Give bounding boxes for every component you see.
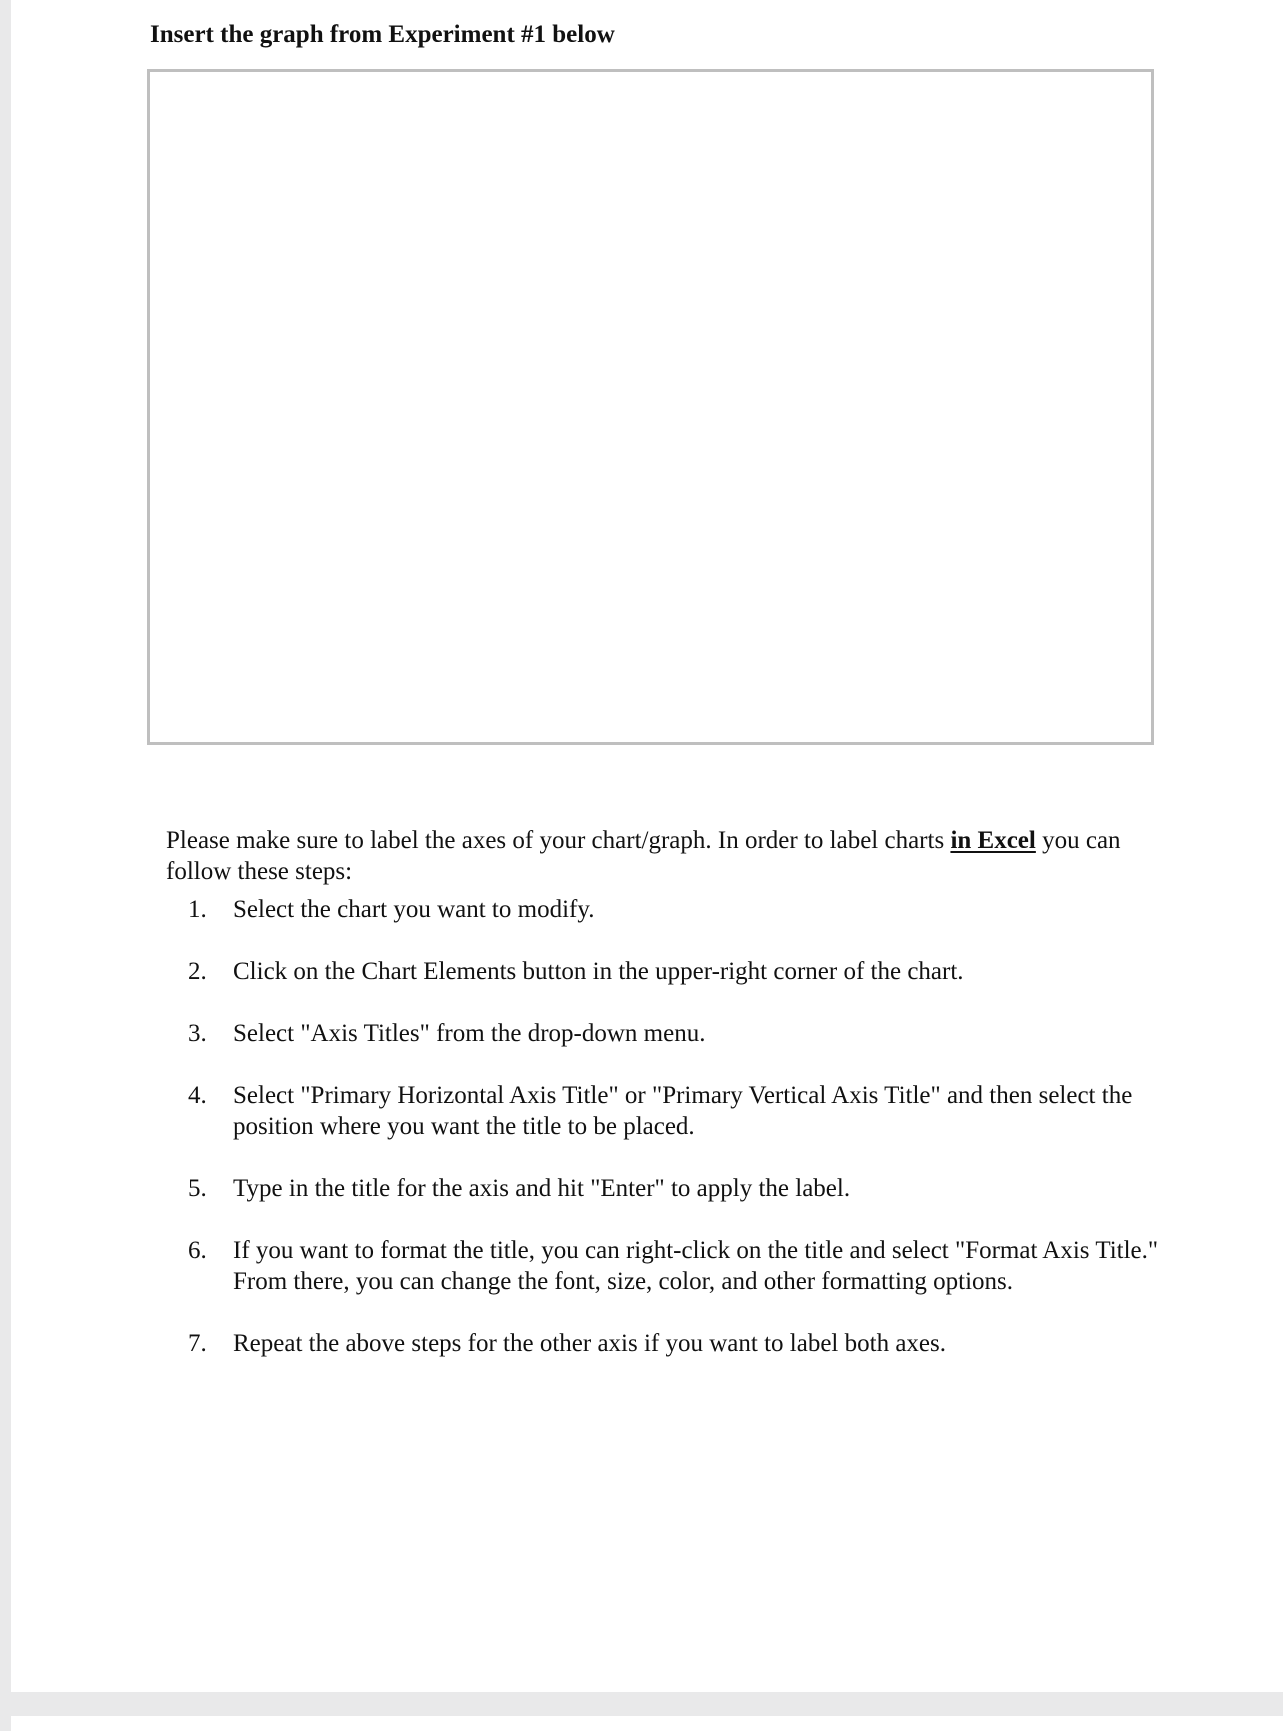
step-text: Click on the Chart Elements button in the upper-right corner of the chart. — [233, 958, 964, 985]
step-text: Repeat the above steps for the other axis if you want to label both axes. — [233, 1330, 946, 1357]
step-number: 5. — [188, 1175, 207, 1202]
step-number: 2. — [188, 958, 207, 985]
list-item — [188, 1235, 1198, 1297]
list-item — [188, 956, 1198, 987]
list-item — [188, 1173, 1198, 1204]
step-number: 4. — [188, 1082, 207, 1109]
graph-placeholder-box[interactable] — [147, 69, 1154, 745]
instructions-text-start: Please make sure to label the axes of your chart/graph. In order to label charts — [166, 827, 951, 854]
step-number: 6. — [188, 1237, 207, 1264]
step-text: Select "Axis Titles" from the drop-down menu. — [233, 1020, 706, 1047]
steps-list — [188, 894, 1198, 1390]
list-item — [188, 1328, 1198, 1359]
step-text: Type in the title for the axis and hit "Enter" to apply the label. — [233, 1175, 851, 1202]
instructions-paragraph — [166, 825, 1156, 887]
instructions-text-end: you can follow these steps: — [166, 827, 1121, 885]
in-excel-emphasis: in Excel — [950, 827, 1036, 854]
list-item — [188, 1080, 1198, 1142]
section-heading: Insert the graph from Experiment #1 below — [150, 21, 615, 48]
step-text: If you want to format the title, you can right-click on the title and select "Format Axis Title." From there, you can change the font, size, color, and other formatting options. — [233, 1237, 1159, 1295]
step-number: 7. — [188, 1330, 207, 1357]
list-item — [188, 894, 1198, 925]
step-number: 1. — [188, 896, 207, 923]
next-page-edge — [11, 1716, 1283, 1731]
list-item — [188, 1018, 1198, 1049]
step-number: 3. — [188, 1020, 207, 1047]
step-text: Select the chart you want to modify. — [233, 896, 595, 923]
step-text: Select "Primary Horizontal Axis Title" or "Primary Vertical Axis Title" and then select the position where you want the title to be placed. — [233, 1082, 1133, 1140]
